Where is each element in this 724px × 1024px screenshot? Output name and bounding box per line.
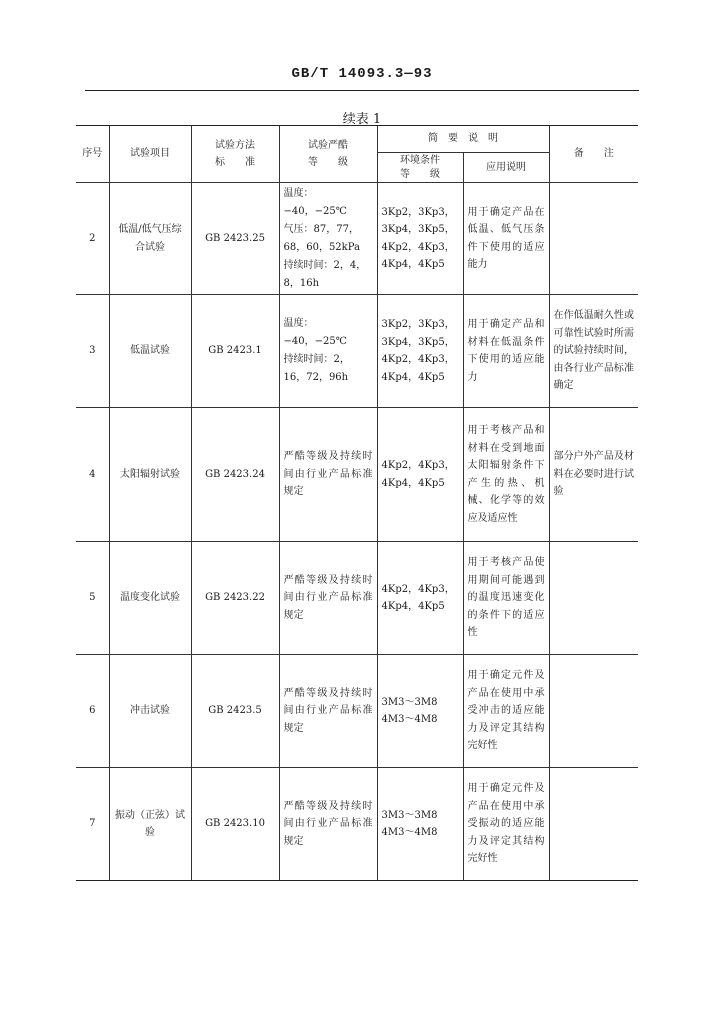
cell-severity: 温度：−40，−25℃ 持续时间：2，16，72，96h [279, 295, 377, 408]
cell-env: 3M3～3M8 4M3～4M8 [377, 768, 463, 881]
cell-env: 4Kp2，4Kp3， 4Kp4，4Kp5 [377, 542, 463, 655]
header-method: 试验方法 标 准 [191, 126, 279, 183]
cell-item: 低温/低气压综合试验 [109, 183, 191, 295]
cell-env: 3M3～3M8 4M3～4M8 [377, 655, 463, 768]
header-brief: 简 要 说 明 [377, 126, 549, 153]
cell-item: 温度变化试验 [109, 542, 191, 655]
cell-seq: 5 [76, 542, 109, 655]
cell-env: 3Kp2，3Kp3， 3Kp4，3Kp5， 4Kp2，4Kp3， 4Kp4，4Kp5 [377, 183, 463, 295]
cell-method: GB 2423.5 [191, 655, 279, 768]
cell-method: GB 2423.24 [191, 408, 279, 542]
cell-item: 太阳辐射试验 [109, 408, 191, 542]
cell-item: 振动（正弦）试验 [109, 768, 191, 881]
cell-app: 用于考核产品和材料在受到地面太阳辐射条件下产生的热、机械、化学等的效应及适应性 [463, 408, 549, 542]
cell-severity: 严酷等级及持续时间由行业产品标准规定 [279, 542, 377, 655]
cell-seq: 3 [76, 295, 109, 408]
document-header: GB/T 14093.3—93 [291, 66, 433, 82]
cell-method: GB 2423.1 [191, 295, 279, 408]
cell-item: 低温试验 [109, 295, 191, 408]
cell-severity: 温度：−40，−25℃ 气压：87，77，68，60，52kPa 持续时间：2，4，8，16h [279, 183, 377, 295]
cell-app: 用于考核产品使用期间可能遇到的温度迅速变化的条件下的适应性 [463, 542, 549, 655]
cell-seq: 6 [76, 655, 109, 768]
cell-note [549, 183, 638, 295]
cell-item: 冲击试验 [109, 655, 191, 768]
cell-env: 3Kp2，3Kp3， 3Kp4，3Kp5， 4Kp2，4Kp3， 4Kp4，4Kp5 [377, 295, 463, 408]
cell-method: GB 2423.25 [191, 183, 279, 295]
cell-note [549, 768, 638, 881]
cell-note [549, 655, 638, 768]
cell-app: 用于确定元件及产品在使用中承受冲击的适应能力及评定其结构完好性 [463, 655, 549, 768]
cell-severity: 严酷等级及持续时间由行业产品标准规定 [279, 655, 377, 768]
cell-app: 用于确定产品在低温、低气压条件下使用的适应能力 [463, 183, 549, 295]
cell-note: 在作低温耐久性或可靠性试验时所需的试验持续时间，由各行业产品标准确定 [549, 295, 638, 408]
cell-app: 用于确定产品和材料在低温条件下使用的适应能力 [463, 295, 549, 408]
cell-severity: 严酷等级及持续时间由行业产品标准规定 [279, 408, 377, 542]
table-row [76, 183, 638, 295]
cell-severity: 严酷等级及持续时间由行业产品标准规定 [279, 768, 377, 881]
header-seq: 序号 [76, 126, 109, 183]
table-row [76, 655, 638, 768]
table-row [76, 295, 638, 408]
header-severity: 试验严酷 等 级 [279, 126, 377, 183]
cell-env: 4Kp2，4Kp3， 4Kp4，4Kp5 [377, 408, 463, 542]
table-header-row-1 [76, 126, 638, 153]
test-items-table [76, 126, 638, 881]
cell-seq: 4 [76, 408, 109, 542]
header-note: 备 注 [549, 126, 638, 183]
cell-method: GB 2423.22 [191, 542, 279, 655]
cell-note [549, 542, 638, 655]
cell-seq: 7 [76, 768, 109, 881]
cell-app: 用于确定元件及产品在使用中承受振动的适应能力及评定其结构完好性 [463, 768, 549, 881]
header-rule [85, 90, 639, 91]
table-row [76, 408, 638, 542]
table-row [76, 542, 638, 655]
table-row [76, 768, 638, 881]
cell-seq: 2 [76, 183, 109, 295]
cell-note: 部分户外产品及材料在必要时进行试验 [549, 408, 638, 542]
header-item: 试验项目 [109, 126, 191, 183]
header-app: 应用说明 [463, 153, 549, 183]
table-caption: 续表 1 [342, 112, 382, 127]
cell-method: GB 2423.10 [191, 768, 279, 881]
header-env: 环境条件 等 级 [377, 153, 463, 183]
